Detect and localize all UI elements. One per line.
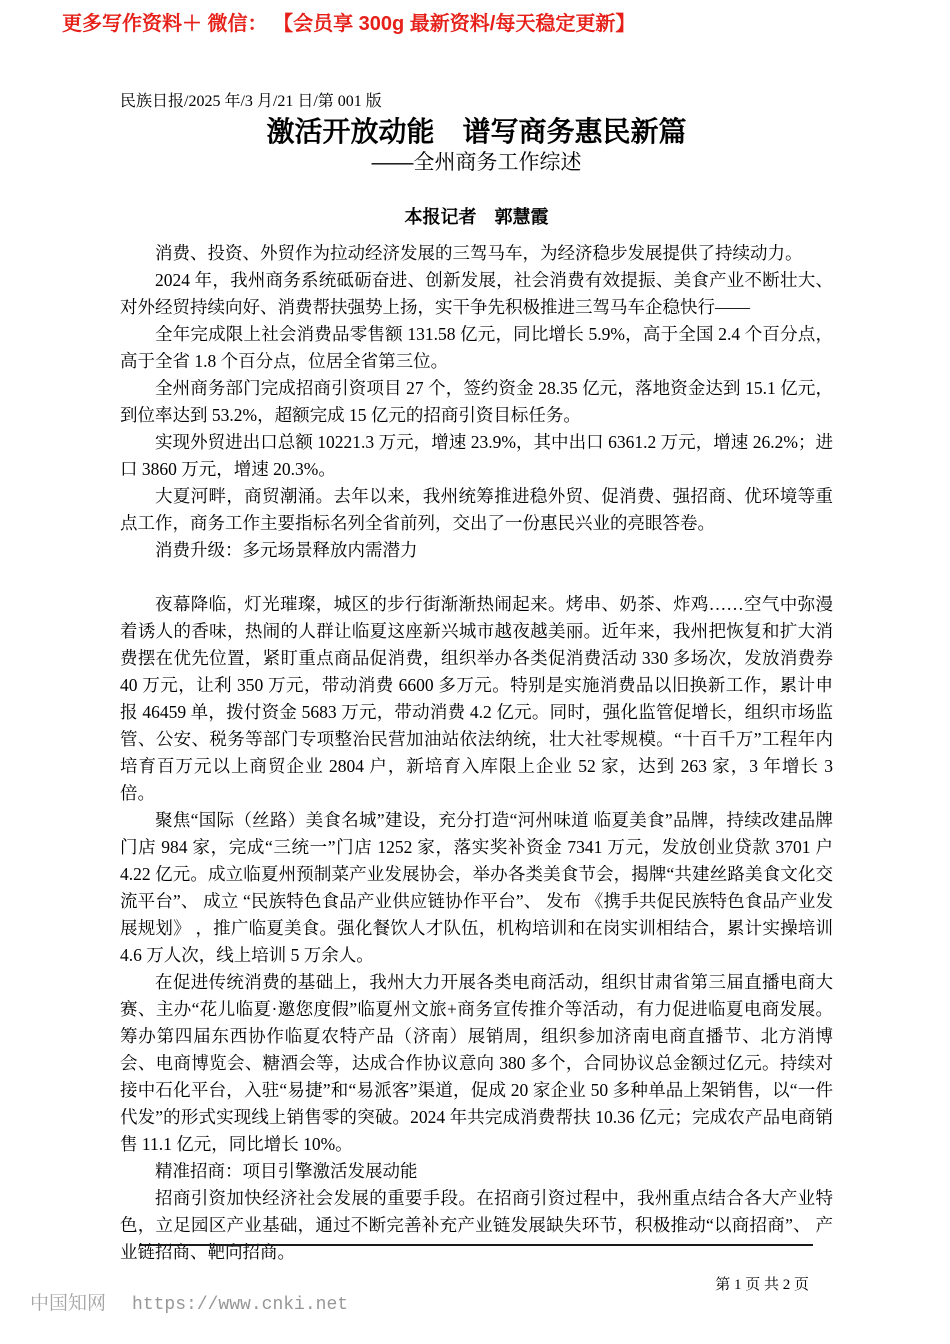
document-page [120,92,833,1294]
paragraph: 大夏河畔，商贸潮涌。去年以来，我州统筹推进稳外贸、促消费、强招商、优环境等重点工作，商务工作主要指标名列全省前列，交出了一份惠民兴业的亮眼答卷。 [120,486,833,533]
source-publication-line: 民族日报/2025 年/3 月/21 日/第 001 版 [120,93,382,110]
paragraph: 招商引资加快经济社会发展的重要手段。在招商引资过程中，我州重点结合各大产业特色，立足园区产业基础，通过不断完善补充产业链发展缺失环节，积极推动“以商招商”、 产业链招商、靶向招商。 [120,1188,833,1262]
paragraph: 夜幕降临，灯光璀璨，城区的步行街渐渐热闹起来。烤串、奶茶、炸鸡……空气中弥漫着诱人的香味，热闹的人群让临夏这座新兴城市越夜越美丽。近年来，我州把恢复和扩大消费摆在优先位置，紧盯重点商品促消费，组织举办各类促消费活动 330 多场次，发放消费券 40 万元，让利 350 万元，带动消费 6600 多万元。特别是实施消费品以旧换新工作，累计申报 46459 单，拨付资金 5683 万元，带动消费 4.2 亿元。同时，强化监管促增长，组织市场监管、公安、税务等部门专项整治民营加油站依法纳统，壮大社零规模。“十百千万”工程年内培育百万元以上商贸企业 2804 户，新培育入库限上企业 52 家，达到 263 家，3 年增长 3 倍。 [120,594,833,803]
paragraph: 在促进传统消费的基础上，我州大力开展各类电商活动，组织甘肃省第三届直播电商大赛、主办“花儿临夏·邀您度假”临夏州文旅+商务宣传推介等活动，有力促进临夏电商发展。筹办第四届东西协作临夏农特产品（济南）展销周，组织参加济南电商直播节、北方消博会、电商博览会、糖酒会等，达成合作协议意向 380 多个，合同协议总金额过亿元。持续对接中石化平台，入驻“易捷”和“易派客”渠道，促成 20 家企业 50 多种单品上架销售，以“一件代发”的形式实现线上销售零的突破。2024 年共完成消费帮扶 10.36 亿元；完成农产品电商销售 11.1 亿元，同比增长 10%。 [120,972,833,1154]
article-body [120,240,833,1266]
promo-banner-text: 更多写作资料＋ 微信： 【会员享 300g 最新资料/每天稳定更新】 [62,13,636,35]
paragraph: 聚焦“国际（丝路）美食名城”建设，充分打造“河州味道 临夏美食”品牌，持续改建品牌门店 984 家，完成“三统一”门店 1252 家，落实奖补资金 7341 万元，发放创业贷款 3701 户 4.22 亿元。成立临夏州预制菜产业发展协会，举办各类美食节会，揭牌“共建丝路美食文化交流平台”、 成立 “民族特色食品产业供应链协作平台”、 发布 《携手共促民族特色食品产业发展规划》 ，推广临夏美食。强化餐饮人才队伍，机构培训和在岗实训相结合，累计实操培训 4.6 万人次，线上培训 5 万余人。 [120,810,833,965]
paragraph: 实现外贸进出口总额 10221.3 万元，增速 23.9%，其中出口 6361.2 万元，增速 26.2%；进口 3860 万元，增速 20.3%。 [120,432,833,479]
cnki-watermark [30,1288,348,1315]
paragraph: 全年完成限上社会消费品零售额 131.58 亿元，同比增长 5.9%，高于全国 2.4 个百分点，高于全省 1.8 个百分点，位居全省第三位。 [120,324,833,371]
article-byline: 本报记者 郭慧霞 [404,207,549,227]
paragraph: 2024 年，我州商务系统砥砺奋进、创新发展，社会消费有效提振、美食产业不断壮大、对外经贸持续向好、消费帮扶强势上扬，实干争先积极推进三驾马车企稳快行—— [120,270,833,317]
footer-divider-line [139,1244,813,1246]
article-subtitle: ——全州商务工作综述 [371,151,582,174]
paragraph: 消费、投资、外贸作为拉动经济发展的三驾马车，为经济稳步发展提供了持续动力。 [155,243,803,263]
cnki-url: https://www.cnki.net [132,1295,349,1315]
article-title: 激活开放动能 谱写商务惠民新篇 [266,116,687,147]
paragraph: 全州商务部门完成招商引资项目 27 个，签约资金 28.35 亿元，落地资金达到 15.1 亿元，到位率达到 53.2%，超额完成 15 亿元的招商引资目标任务。 [120,378,833,425]
page-number: 第 1 页 共 2 页 [715,1277,809,1293]
section-heading: 消费升级：多元场景释放内需潜力 [155,540,418,560]
cnki-site-name: 中国知网 [30,1293,107,1314]
section-heading: 精准招商：项目引擎激活发展动能 [155,1161,418,1181]
